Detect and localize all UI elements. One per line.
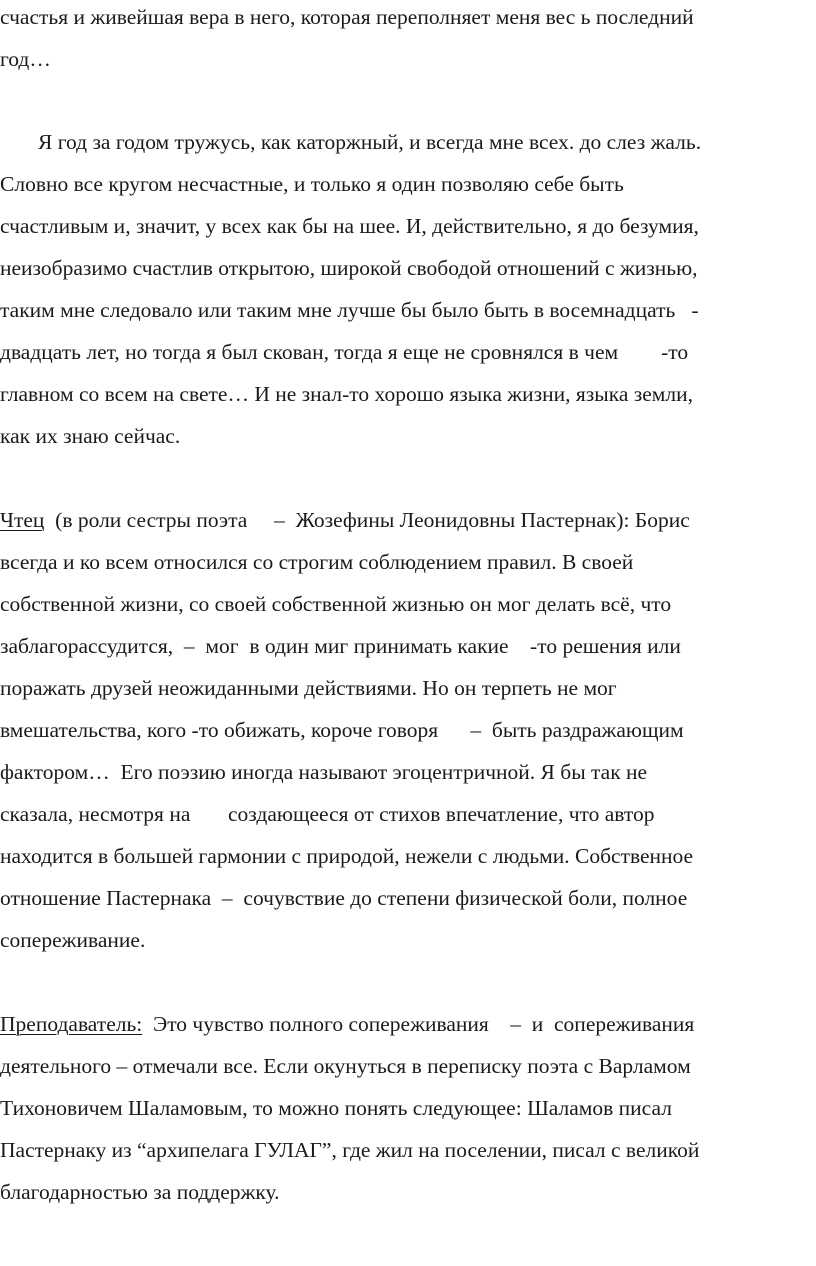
text-line: сказала, несмотря на создающееся от стихов впечатление, что автор	[0, 802, 655, 826]
text-line: вмешательства, кого -то обижать, короче говоря – быть раздражающим	[0, 718, 684, 742]
text-line: сопереживание.	[0, 928, 146, 952]
paragraph-first-line: Я год за годом тружусь, как каторжный, и всегда мне всех. до слез жаль.	[38, 130, 702, 154]
text-line: всегда и ко всем относился со строгим соблюдением правил. В своей	[0, 550, 634, 574]
text-line: заблагорассудится, – мог в один миг принимать какие -то решения или	[0, 634, 681, 658]
speaker-label-teacher: Преподаватель:	[0, 1012, 143, 1036]
text-line: год…	[0, 47, 51, 71]
text-line: главном со всем на свете… И не знал-то хорошо языка жизни, языка земли,	[0, 382, 693, 406]
text-line: отношение Пастернака – сочувствие до степени физической боли, полное	[0, 886, 688, 910]
text-line: Тихоновичем Шаламовым, то можно понять следующее: Шаламов писал	[0, 1096, 672, 1120]
text-line: неизобразимо счастлив открытою, широкой свободой отношений с жизнью,	[0, 256, 698, 280]
speaker-text: Это чувство полного сопереживания – и сопереживания	[142, 1012, 695, 1036]
text-line: таким мне следовало или таким мне лучше бы было быть в восемнадцать -	[0, 298, 699, 322]
text-line: счастья и живейшая вера в него, которая переполняет меня вес ь последний	[0, 5, 694, 29]
text-line: деятельного – отмечали все. Если окунуться в переписку поэта с Варламом	[0, 1054, 691, 1078]
text-line: двадцать лет, но тогда я был скован, тогда я еще не сровнялся в чем -то	[0, 340, 689, 364]
speaker-line	[0, 1009, 694, 1039]
text-line: находится в большей гармонии с природой, нежели с людьми. Собственное	[0, 844, 694, 868]
text-line: Пастернаку из “архипелага ГУЛАГ”, где жил на поселении, писал с великой	[0, 1138, 700, 1162]
text-line: Словно все кругом несчастные, и только я один позволяю себе быть	[0, 172, 624, 196]
text-line: благодарностью за поддержку.	[0, 1180, 280, 1204]
speaker-text: (в роли сестры поэта – Жозефины Леонидовны Пастернак): Борис	[44, 508, 690, 532]
text-line: как их знаю сейчас.	[0, 424, 181, 448]
text-line: собственной жизни, со своей собственной жизнью он мог делать всё, что	[0, 592, 672, 616]
text-line: фактором… Его поэзию иногда называют эгоцентричной. Я бы так не	[0, 760, 648, 784]
speaker-line	[0, 505, 690, 535]
text-line: поражать друзей неожиданными действиями. Но он терпеть не мог	[0, 676, 617, 700]
speaker-label-reader: Чтец	[0, 508, 45, 532]
text-line: счастливым и, значит, у всех как бы на шее. И, действительно, я до безумия,	[0, 214, 699, 238]
